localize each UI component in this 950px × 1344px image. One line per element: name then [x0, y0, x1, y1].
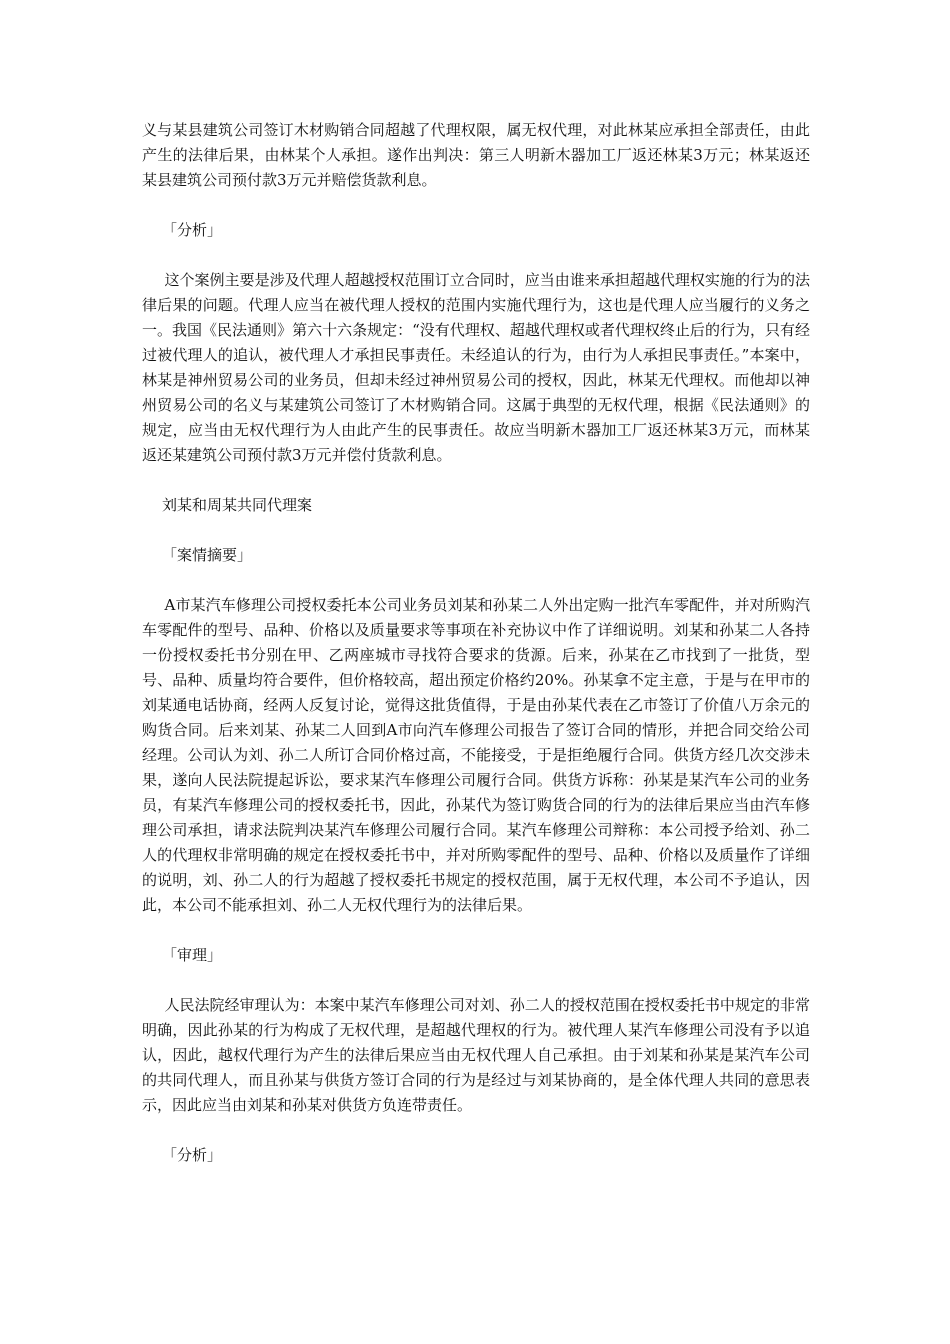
section-heading-analysis-2: 「分析」 [162, 1146, 223, 1164]
paragraph-judgment-conclusion: 义与某县建筑公司签订木材购销合同超越了代理权限，属无权代理，对此林某应承担全部责任，由此产生的法律后果，由林某个人承担。遂作出判决：第三人明新木器加工厂返还林某3万元；林某返还某县建筑公司预付款3万元并赔偿货款利息。 [142, 121, 810, 189]
case-title: 刘某和周某共同代理案 [162, 496, 313, 514]
section-heading-case-summary: 「案情摘要」 [162, 546, 253, 564]
paragraph-trial: 人民法院经审理认为：本案中某汽车修理公司对刘、孙二人的授权范围在授权委托书中规定的非常明确，因此孙某的行为构成了无权代理，是超越代理权的行为。被代理人某汽车修理公司没有予以追认，因此，越权代理行为产生的法律后果应当由无权代理人自己承担。由于刘某和孙某是某汽车公司的共同代理人，而且孙某与供货方签订合同的行为是经过与刘某协商的，是全体代理人共同的意思表示，因此应当由刘某和孙某对供货方负连带责任。 [142, 996, 810, 1114]
section-heading-analysis: 「分析」 [162, 221, 223, 239]
document-page [142, 118, 810, 1193]
section-heading-trial: 「审理」 [162, 946, 223, 964]
paragraph-case-summary: A市某汽车修理公司授权委托本公司业务员刘某和孙某二人外出定购一批汽车零配件，并对所购汽车零配件的型号、品种、价格以及质量要求等事项在补充协议中作了详细说明。刘某和孙某二人各持一份授权委托书分别在甲、乙两座城市寻找符合要求的货源。后来，孙某在乙市找到了一批货，型号、品种、质量均符合要件，但价格较高，超出预定价格约20%。孙某拿不定主意，于是与在甲市的刘某通电话协商，经两人反复讨论，觉得这批货值得，于是由孙某代表在乙市签订了价值八万余元的购货合同。后来刘某、孙某二人回到A市向汽车修理公司报告了签订合同的情形，并把合同交给公司经理。公司认为刘、孙二人所订合同价格过高，不能接受，于是拒绝履行合同。供货方经几次交涉未果，遂向人民法院提起诉讼，要求某汽车修理公司履行合同。供货方诉称：孙某是某汽车公司的业务员，有某汽车修理公司的授权委托书，因此，孙某代为签订购货合同的行为的法律后果应当由汽车修理公司承担，请求法院判决某汽车修理公司履行合同。某汽车修理公司辩称：本公司授予给刘、孙二人的代理权非常明确的规定在授权委托书中，并对所购零配件的型号、品种、价格以及质量作了详细的说明，刘、孙二人的行为超越了授权委托书规定的授权范围，属于无权代理，本公司不予追认，因此，本公司不能承担刘、孙二人无权代理行为的法律后果。 [142, 596, 810, 914]
paragraph-analysis: 这个案例主要是涉及代理人超越授权范围订立合同时，应当由谁来承担超越代理权实施的行为的法律后果的问题。代理人应当在被代理人授权的范围内实施代理行为，这也是代理人应当履行的义务之一。我国《民法通则》第六十六条规定：“没有代理权、超越代理权或者代理权终止后的行为，只有经过被代理人的追认，被代理人才承担民事责任。未经追认的行为，由行为人承担民事责任。”本案中，林某是神州贸易公司的业务员，但却未经过神州贸易公司的授权，因此，林某无代理权。而他却以神州贸易公司的名义与某建筑公司签订了木材购销合同。这属于典型的无权代理，根据《民法通则》的规定，应当由无权代理行为人由此产生的民事责任。故应当明新木器加工厂返还林某3万元，而林某返还某建筑公司预付款3万元并偿付货款利息。 [142, 271, 810, 464]
